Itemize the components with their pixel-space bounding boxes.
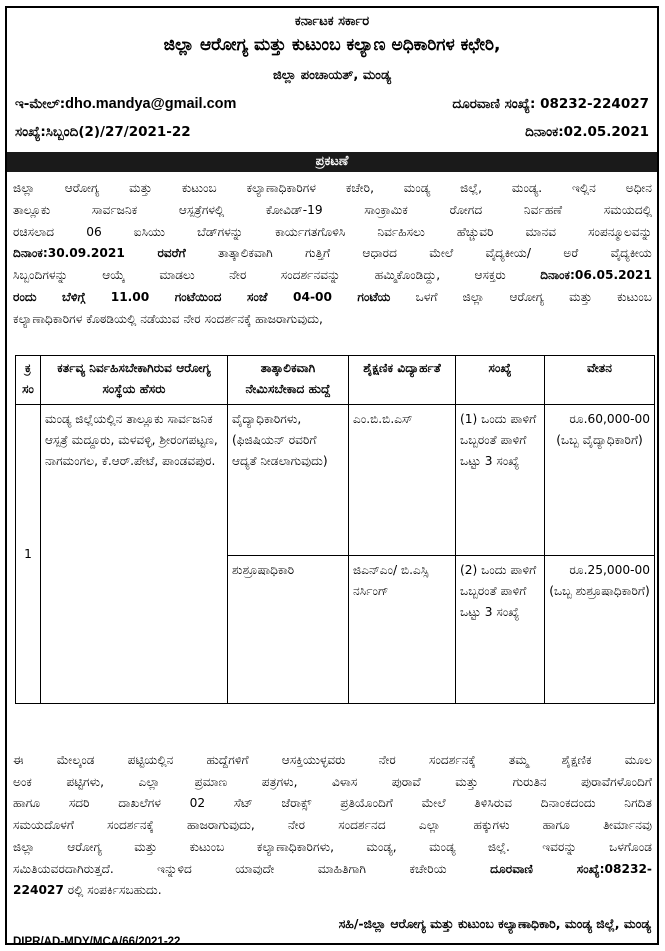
intro-line	[13, 265, 652, 287]
phone-line: ದೂರವಾಣಿ ಸಂಖ್ಯೆ: 08232-224027	[452, 96, 649, 112]
row-sl: 1	[16, 405, 41, 704]
row-post-doctor: ವೈದ್ಯಾಧಿಕಾರಿಗಳು, (ಫಿಜಿಷಿಯನ್ ರವರಿಗೆ ಆದ್ಯತೆ ನೀಡಲಾಗುವುದು)	[228, 405, 349, 556]
footer-line: ಸಮಯದೊಳಗೆ ಸಂದರ್ಶನಕ್ಕೆ ಹಾಜರಾಗುವುದು, ನೇರ ಸಂದರ್ಶನದ ಎಲ್ಲಾ ಹಕ್ಕುಗಳು ಹಾಗೂ ತೀರ್ಮಾನವು	[13, 818, 652, 833]
intro-text: ತಾತ್ಕಾಲಿಕವಾಗಿ ಗುತ್ತಿಗೆ ಆಧಾರದ ಮೇಲೆ ವೈದ್ಯಕೀಯ/ ಅರೆ ವೈದ್ಯಕೀಯ	[185, 246, 652, 261]
interview-time: ರಂದು ಬೆಳಿಗ್ಗೆ 11.00 ಗಂಟೆಯಿಂದ ಸಂಜೆ 04-00 ಗಂಟೆಯ	[13, 289, 391, 304]
footer-line: ಜಿಲ್ಲಾ ಆರೋಗ್ಯ ಮತ್ತು ಕುಟುಂಬ ಕಲ್ಯಾಣಾಧಿಕಾರಿಗಳು, ಮಂಡ್ಯ, ಮಂಡ್ಯ ಜಿಲ್ಲೆ. ಇವರನ್ನು ಒಳಗೊಂಡ	[13, 839, 652, 854]
release-code: DIPR/AD-MDY/MCA/66/2021-22	[13, 936, 181, 948]
footer-line: ಈ ಮೇಲ್ಕಂಡ ಪಟ್ಟಿಯಲ್ಲಿನ ಹುದ್ದೆಗಳಿಗೆ ಆಸಕ್ತಿಯುಳ್ಳವರು ನೇರ ಸಂದರ್ಶನಕ್ಕೆ ತಮ್ಮ ಶೈಕ್ಷಣಿಕ ಮೂಲ	[13, 753, 652, 767]
row-salary-nurse	[545, 556, 655, 704]
office-location: ಜಿಲ್ಲಾ ಪಂಚಾಯತ್, ಮಂಡ್ಯ	[272, 68, 392, 83]
intro-line: ಕಲ್ಯಾಣಾಧಿಕಾರಿಗಳ ಕೊಠಡಿಯಲ್ಲಿ ನಡೆಯುವ ನೇರ ಸಂದರ್ಶನಕ್ಕೆ ಹಾಜರಾಗುವುದು,	[13, 311, 323, 326]
email-value: dho.mandya@gmail.com	[65, 96, 237, 112]
row-qual-nurse: ಜಿಎನ್‌ಎಂ/ ಬಿ.ಎಸ್ಸಿ ನರ್ಸಿಂಗ್	[349, 556, 456, 704]
salary-amount: ರೂ.25,000-00	[569, 563, 650, 577]
header-count: ಸಂಖ್ಯೆ	[456, 356, 545, 405]
footer-line: ಅಂಕ ಪಟ್ಟಿಗಳು, ಎಲ್ಲಾ ಪ್ರಮಾಣ ಪತ್ರಗಳು, ವಿಳಾಸ ಪುರಾವೆ ಮತ್ತು ಗುರುತಿನ ಪುರಾವೆಗಳೊಂದಿಗೆ	[13, 774, 652, 789]
footer-phone: ದೂರವಾಣಿ ಸಂಖ್ಯೆ:08232-	[490, 861, 652, 876]
row-salary-doctor	[545, 405, 655, 556]
office-title: ಜಿಲ್ಲಾ ಆರೋಗ್ಯ ಮತ್ತು ಕುಟುಂಬ ಕಲ್ಯಾಣ ಅಧಿಕಾರಿಗಳ ಕಛೇರಿ,	[163, 35, 501, 55]
row-post-nurse: ಶುಶ್ರೂಷಾಧಿಕಾರಿ	[228, 556, 349, 704]
salary-note: (ಒಬ್ಬ ವೈದ್ಯಾಧಿಕಾರಿಗೆ)	[556, 433, 643, 447]
intro-line: ಜಿಲ್ಲಾ ಆರೋಗ್ಯ ಮತ್ತು ಕುಟುಂಬ ಕಲ್ಯಾಣಾಧಿಕಾರಿಗಳ ಕಚೇರಿ, ಮಂಡ್ಯ ಜಿಲ್ಲೆ, ಮಂಡ್ಯ. ಇಲ್ಲಿನ ಅಧೀನ	[13, 181, 652, 195]
deadline-date: ದಿನಾಂಕ:30.09.2021 ರವರೆಗೆ	[13, 246, 186, 261]
row-count-doctor: (1) ಒಂದು ಪಾಳಿಗೆ ಒಬ್ಬರಂತೆ ಪಾಳಿಗೆ ಒಟ್ಟು 3 ಸಂಖ್ಯೆ	[456, 405, 545, 556]
footer-line	[13, 859, 652, 881]
vacancy-table	[15, 355, 655, 704]
intro-line	[13, 287, 652, 309]
salary-note: (ಒಬ್ಬ ಶುಶ್ರೂಷಾಧಿಕಾರಿಗೆ)	[549, 584, 650, 598]
row-institution: ಮಂಡ್ಯ ಜಿಲ್ಲೆಯಲ್ಲಿನ ತಾಲ್ಲೂಕು ಸಾರ್ವಜನಿಕ ಆಸ್ಪತ್ರೆ ಮದ್ದೂರು, ಮಳವಳ್ಳಿ, ಶ್ರೀರಂಗಪಟ್ಟಣ, ನಾಗಮಂಗಲ, ಕೆ.ಆರ್.ಪೇಟೆ, ಪಾಂಡವಪುರ.	[41, 405, 228, 704]
signature-line: ಸಹಿ/-ಜಿಲ್ಲಾ ಆರೋಗ್ಯ ಮತ್ತು ಕುಟುಂಬ ಕಲ್ಯಾಣಾಧಿಕಾರಿ, ಮಂಡ್ಯ ಜಿಲ್ಲೆ, ಮಂಡ್ಯ	[338, 916, 651, 931]
footer-text: ರಲ್ಲಿ ಸಂಪರ್ಕಿಸಬಹುದು.	[63, 883, 162, 898]
footer-phone-end: 224027	[13, 883, 64, 898]
intro-text: ಒಳಗೆ ಜಿಲ್ಲಾ ಆರೋಗ್ಯ ಮತ್ತು ಕುಟುಂಬ	[390, 289, 652, 304]
row-count-nurse: (2) ಒಂದು ಪಾಳಿಗೆ ಒಬ್ಬರಂತೆ ಪಾಳಿಗೆ ಒಟ್ಟು 3 ಸಂಖ್ಯೆ	[456, 556, 545, 704]
government-title: ಕರ್ನಾಟಕ ಸರ್ಕಾರ	[294, 14, 370, 29]
header-qualification: ಶೈಕ್ಷಣಿಕ ವಿದ್ಯಾರ್ಹತೆ	[349, 356, 456, 405]
email-label: ಇ-ಮೇಲ್:	[15, 96, 66, 112]
header-salary: ವೇತನ	[545, 356, 655, 405]
footer-text: ಸಮಿತಿಯವರದಾಗಿರುತ್ತದೆ. ಇನ್ನುಳಿದ ಯಾವುದೇ ಮಾಹಿತಿಗಾಗಿ ಕಚೇರಿಯ	[13, 861, 491, 876]
header-sl: ಕ್ರ ಸಂ	[16, 356, 41, 405]
interview-date: ದಿನಾಂಕ:06.05.2021	[540, 268, 652, 283]
intro-line: ರಚಿಸಲಾದ 06 ಐಸಿಯು ಬೆಡ್‌ಗಳನ್ನು ಕಾರ್ಯಗತಗೊಳಿಸಿ ನಿರ್ವಹಿಸಲು ಹೆಚ್ಚುವರಿ ಮಾನವ ಸಂಪನ್ಮೂಲವನ್ನು	[13, 224, 652, 239]
notice-date: ದಿನಾಂಕ:02.05.2021	[525, 124, 649, 140]
header-institution: ಕರ್ತವ್ಯ ನಿರ್ವಹಿಸಬೇಕಾಗಿರುವ ಆರೋಗ್ಯ ಸಂಸ್ಥೆಯ ಹೆಸರು	[41, 356, 228, 405]
notice-page	[5, 6, 659, 948]
intro-line: ತಾಲ್ಲೂಕು ಸಾರ್ವಜನಿಕ ಆಸ್ಪತ್ರೆಗಳಲ್ಲಿ ಕೋವಿಡ್-19 ಸಾಂಕ್ರಾಮಿಕ ರೋಗದ ನಿರ್ವಹಣೆ ಸಮಯದಲ್ಲಿ	[13, 202, 652, 217]
table-row	[16, 405, 655, 556]
intro-text: ಸಿಬ್ಬಂದಿಗಳನ್ನು ಆಯ್ಕೆ ಮಾಡಲು ನೇರ ಸಂದರ್ಶನವನ್ನು ಹಮ್ಮಿಕೊಂಡಿದ್ದು, ಆಸಕ್ತರು	[13, 268, 541, 283]
footer-line	[13, 880, 652, 902]
intro-paragraph	[13, 178, 652, 331]
row-qual-doctor: ಎಂ.ಬಿ.ಬಿ.ಎಸ್	[349, 405, 456, 556]
email-line	[15, 96, 236, 112]
header-post: ತಾತ್ಕಾಲಿಕವಾಗಿ ನೇಮಿಸಬೇಕಾದ ಹುದ್ದೆ	[228, 356, 349, 405]
intro-line	[13, 243, 652, 265]
footer-paragraph	[13, 750, 652, 902]
table-header-row	[16, 356, 655, 405]
salary-amount: ರೂ.60,000-00	[569, 412, 650, 426]
reference-number: ಸಂಖ್ಯೆ:ಸಿಬ್ಬಂದಿ(2)/27/2021-22	[15, 124, 191, 140]
notice-title-bar: ಪ್ರಕಟಣೆ	[7, 152, 657, 172]
footer-line: ಹಾಗೂ ಸದರಿ ದಾಖಲೆಗಳ 02 ಸೆಟ್ ಜೆರಾಕ್ಸ್ ಪ್ರತಿಯೊಂದಿಗೆ ಮೇಲೆ ತಿಳಿಸಿರುವ ದಿನಾಂಕದಂದು ನಿಗದಿತ	[13, 796, 652, 811]
